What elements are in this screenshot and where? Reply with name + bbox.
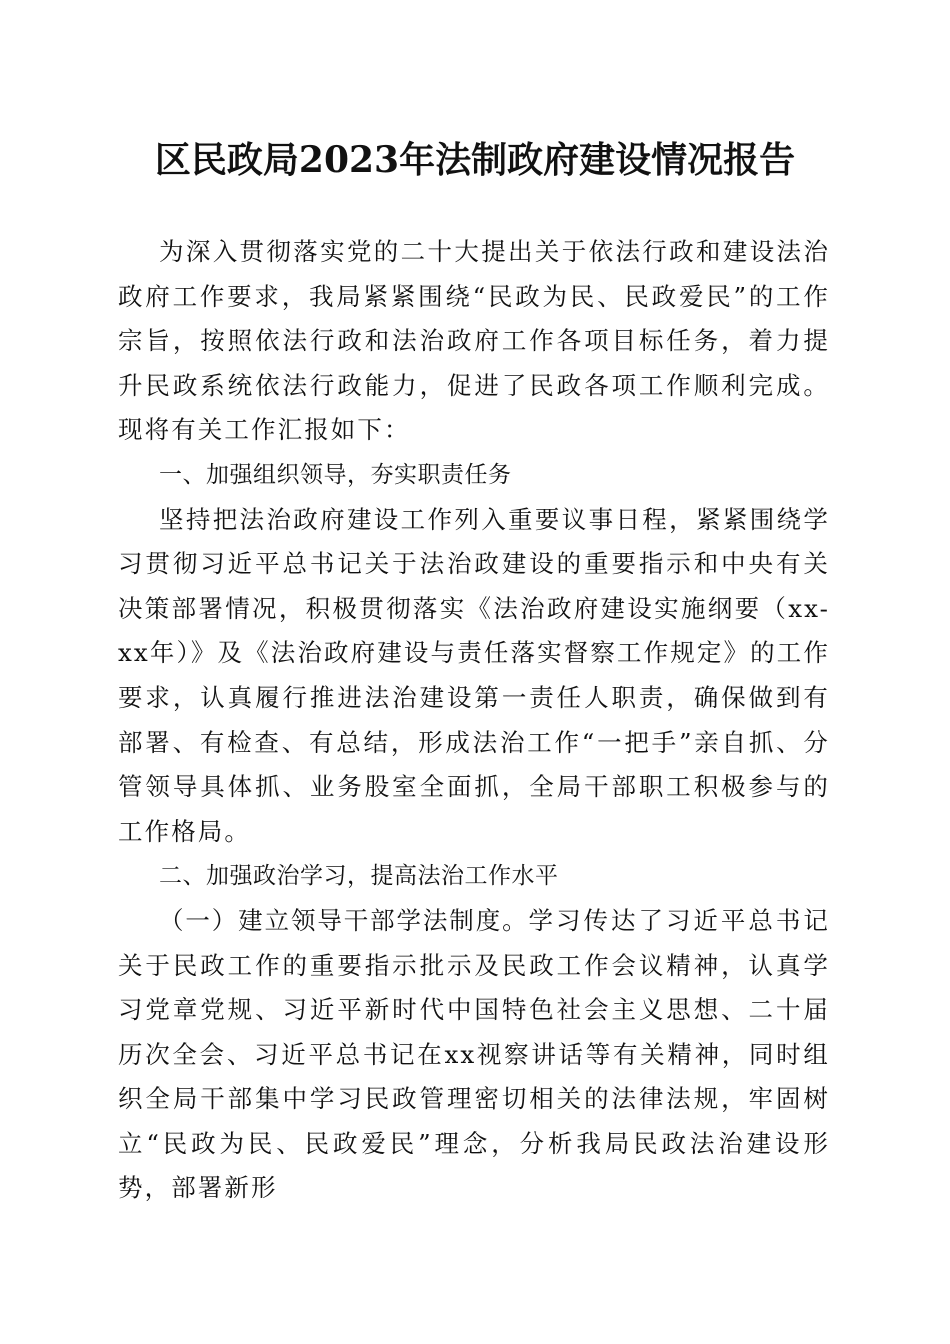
section-heading-2: 二、加强政治学习，提高法治工作水平	[159, 863, 559, 890]
document-title: 区民政局2023年法制政府建设情况报告	[154, 139, 796, 181]
section-paragraph-2	[118, 899, 830, 1211]
subsection-lead: （一）建立领导干部学法制度。	[159, 905, 529, 935]
section-heading-1: 一、加强组织领导，夯实职责任务	[159, 461, 512, 488]
subsection-body: 学习传达了习近平总书记关于民政工作的重要指示批示及民政工作会议精神，认真学习党章党规、习近平新时代中国特色社会主义思想、二十届历次全会、习近平总书记在xx视察讲话等有关精神，同时组织全局干部集中学习民政管理密切相关的法律法规，牢固树立“民政为民、民政爱民”理念，分析我局民政法治建设形势，部署新形	[118, 905, 830, 1203]
section-paragraph-1: 坚持把法治政府建设工作列入重要议事日程，紧紧围绕学习贯彻习近平总书记关于法治政建设的重要指示和中央有关决策部署情况，积极贯彻落实《法治政府建设实施纲要（xx-xx年）》及《法治政府建设与责任落实督察工作规定》的工作要求，认真履行推进法治建设第一责任人职责，确保做到有部署、有检查、有总结，形成法治工作“一把手”亲自抓、分管领导具体抓、业务股室全面抓，全局干部职工积极参与的工作格局。	[118, 504, 830, 846]
intro-paragraph: 为深入贯彻落实党的二十大提出关于依法行政和建设法治政府工作要求，我局紧紧围绕“民政为民、民政爱民”的工作宗旨，按照依法行政和法治政府工作各项目标任务，着力提升民政系统依法行政能力，促进了民政各项工作顺利完成。现将有关工作汇报如下：	[118, 237, 830, 445]
document-body	[118, 230, 830, 1211]
